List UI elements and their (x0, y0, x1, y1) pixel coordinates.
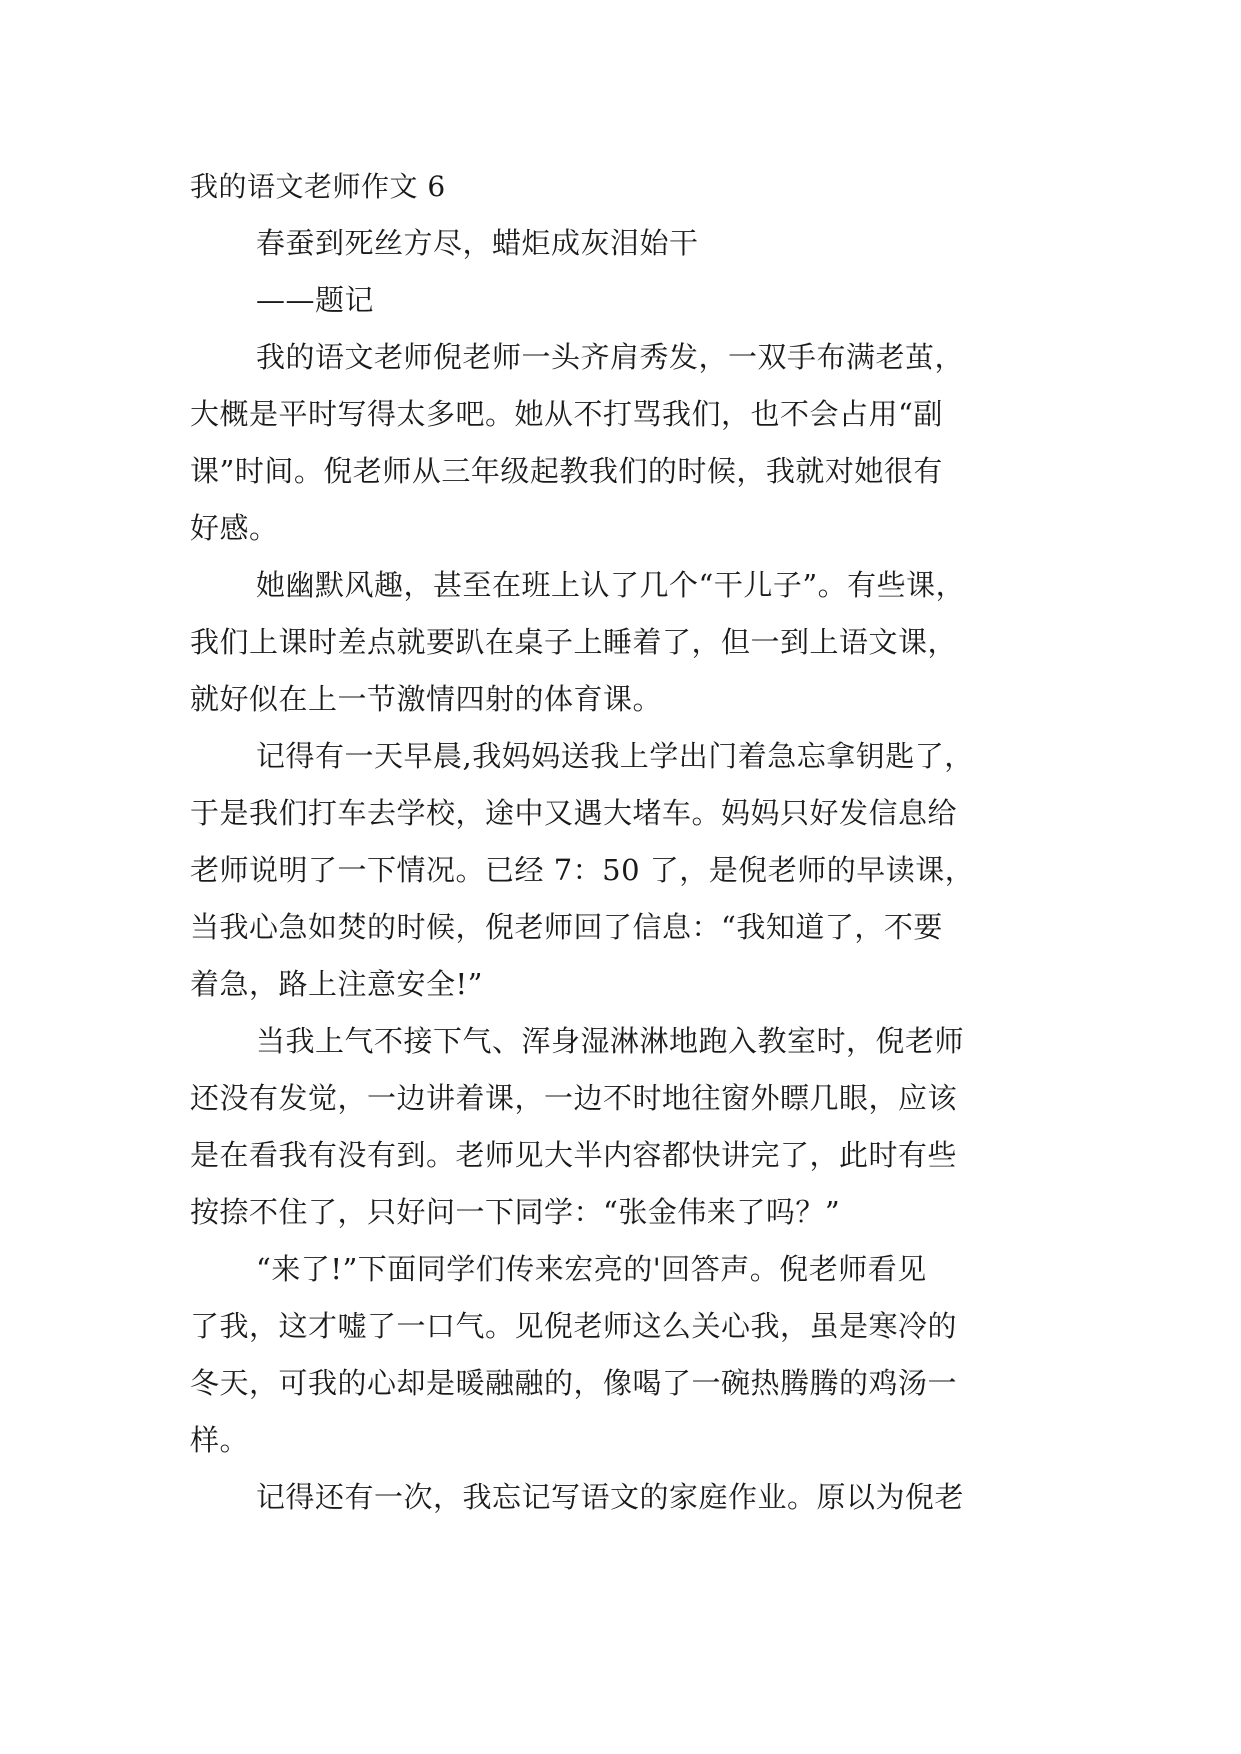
paragraph-line: 大概是平时写得太多吧。她从不打骂我们，也不会占用“副 (190, 397, 943, 431)
paragraph (190, 329, 1050, 557)
paragraph-line: 还没有发觉，一边讲着课，一边不时地往窗外瞟几眼，应该 (190, 1081, 958, 1115)
paragraph-line: 我们上课时差点就要趴在桌子上睡着了，但一到上语文课， (190, 625, 958, 659)
paragraph-line: 记得还有一次，我忘记写语文的家庭作业。原以为倪老 (256, 1480, 965, 1514)
paragraph-line: 按捺不住了，只好问一下同学：“张金伟来了吗？” (190, 1195, 841, 1229)
paragraph-line: 是在看我有没有到。老师见大半内容都快讲完了，此时有些 (190, 1138, 958, 1172)
paragraph-line: 了我，这才嘘了一口气。见倪老师这么关心我，虽是寒冷的 (190, 1309, 958, 1343)
paragraph (190, 1241, 1050, 1469)
paragraph-line: 冬天，可我的心却是暖融融的，像喝了一碗热腾腾的鸡汤一 (190, 1366, 958, 1400)
paragraph-line: 着急，路上注意安全!” (190, 967, 483, 1001)
paragraph-line: 样。 (190, 1423, 250, 1457)
paragraph-line: 好感。 (190, 511, 279, 545)
paragraph-line: 她幽默风趣，甚至在班上认了几个“干儿子”。有些课， (256, 568, 966, 602)
paragraph-line: 课”时间。倪老师从三年级起教我们的时候，我就对她很有 (190, 454, 943, 488)
document-body (190, 158, 1050, 1526)
epigraph: 春蚕到死丝方尽，蜡炬成灰泪始干 (256, 226, 699, 260)
paragraph-line: 老师说明了一下情况。已经 7：50 了，是倪老师的早读课， (190, 853, 975, 887)
paragraph-line: 就好似在上一节激情四射的体育课。 (190, 682, 663, 716)
paragraph (190, 1013, 1050, 1241)
paragraph-line: 当我心急如焚的时候，倪老师回了信息：“我知道了，不要 (190, 910, 943, 944)
paragraph-line: 于是我们打车去学校，途中又遇大堵车。妈妈只好发信息给 (190, 796, 958, 830)
paragraph-line: 记得有一天早晨,我妈妈送我上学出门着急忘拿钥匙了， (256, 739, 974, 773)
paragraph (190, 1469, 1050, 1526)
paragraph (190, 557, 1050, 728)
epigraph-attribution: ——题记 (256, 283, 375, 317)
paragraph (190, 728, 1050, 1013)
paragraph-line: 当我上气不接下气、浑身湿淋淋地跑入教室时，倪老师 (256, 1024, 965, 1058)
paragraph-line: “来了!”下面同学们传来宏亮的'回答声。倪老师看见 (256, 1252, 927, 1286)
document-title: 我的语文老师作文 6 (190, 170, 446, 203)
paragraph-line: 我的语文老师倪老师一头齐肩秀发，一双手布满老茧， (256, 340, 965, 374)
